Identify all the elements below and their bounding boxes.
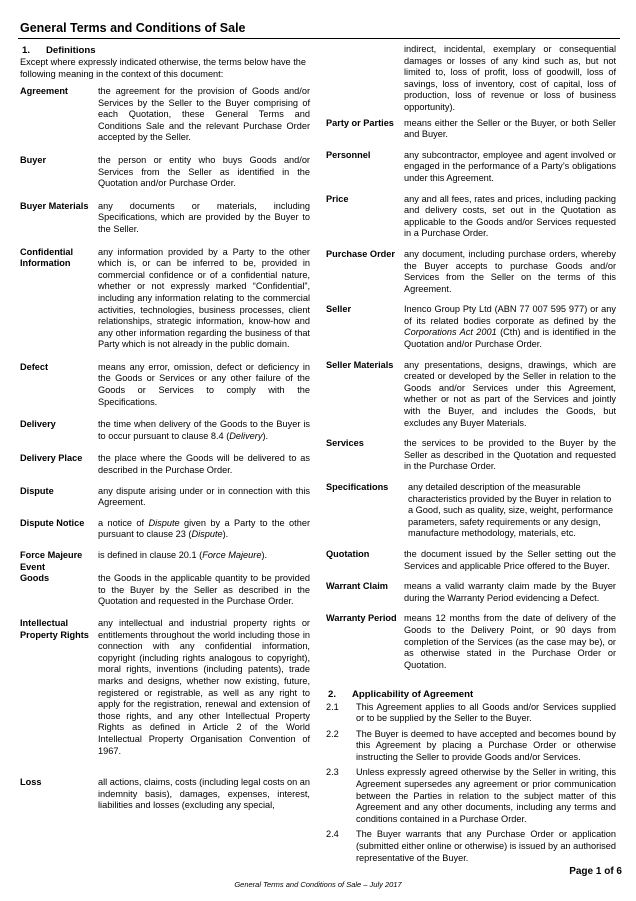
- definition-continuation-row: [326, 44, 616, 114]
- clause-text: Unless expressly agreed otherwise by the Seller in writing, this Agreement supersedes any agreement or prior communication between the Parties in relation to the subject matter of this Agreement and any other documents, including any terms and conditions contained in a Purchase Order.: [356, 767, 616, 824]
- definition-term: Services: [326, 438, 364, 449]
- right-column: [326, 44, 616, 864]
- definition-text: any detailed description of the measurable characteristics provided by the Buyer in relation to a Good, such as quality, size, weight, performance parameters, safety requirements or any design, manufacture methodology, materials, etc.: [408, 482, 614, 539]
- definition-text: the place where the Goods will be delivered to as described in the Purchase Order.: [98, 453, 310, 476]
- section-1-number: 1.: [22, 45, 31, 56]
- definition-row: [20, 551, 310, 608]
- definition-row: [20, 86, 310, 144]
- definition-text: the person or entity who buys Goods and/or Services from the Seller as identified in the Quotation and/or Purchase Order.: [98, 154, 310, 189]
- definition-term: Party or Parties: [326, 117, 394, 128]
- definition-text: is defined in clause 20.1 (Force Majeure).: [98, 550, 268, 561]
- definition-term: Goods: [20, 573, 50, 584]
- loss-definition-continued: indirect, incidental, exemplary or consequential damages or losses of any kind such as, but not limited to, loss of profit, loss of goodwill, loss of savings, loss of inventory, cost of capital, loss of production, loss of revenue or loss of business opportunity).: [404, 44, 616, 112]
- definition-row: [20, 486, 310, 509]
- definition-row: [326, 249, 616, 295]
- definition-text: any document, including purchase orders, whereby the Buyer accepts to purchase Goods and/or Services from the Seller on the terms of this Agreement.: [404, 248, 616, 294]
- definition-text: the time when delivery of the Goods to the Buyer is to occur pursuant to clause 8.4 (Delivery).: [98, 419, 310, 441]
- definition-term: Force Majeure Event: [20, 550, 83, 572]
- definition-term: Dispute: [20, 485, 54, 496]
- definition-row: [20, 618, 310, 757]
- definition-term: Intellectual Property Rights: [20, 617, 89, 640]
- definition-text: any documents or materials, including Specifications, which are provided by the Buyer to the Seller.: [98, 200, 310, 234]
- definition-row: [326, 549, 616, 572]
- definition-text: any information provided by a Party to the other which is, or can be inferred to be, provided in commercial confidence or of a confidential nature, whether or not expressly marked “Confidential”, including any information relating to the commercial activities, technologies, business processes, client relationships, strategic information, know-how and any other information regarding the business of that Party which is not already in the public domain.: [98, 246, 310, 350]
- definition-term: Specifications: [326, 482, 389, 492]
- section-2-title: Applicability of Agreement: [352, 689, 474, 701]
- definition-term: Quotation: [326, 548, 370, 559]
- clause-number: 2.1: [326, 701, 339, 712]
- definition-row: [326, 360, 616, 430]
- definition-term: Loss: [20, 777, 42, 788]
- definition-row: [20, 201, 310, 236]
- definition-row: [326, 118, 616, 141]
- definition-term: Warrant Claim: [326, 581, 388, 592]
- definition-term: Confidential Information: [20, 246, 74, 269]
- definition-text: the document issued by the Seller setting out the Services and applicable Price offered to the Buyer.: [404, 548, 616, 571]
- clause-text: This Agreement applies to all Goods and/or Services supplied or to be supplied by the Seller to the Buyer.: [356, 701, 616, 724]
- section-1-heading: [20, 45, 310, 56]
- definition-term: Personnel: [326, 149, 371, 160]
- page-footer: General Terms and Conditions of Sale – July 2017: [234, 880, 402, 889]
- definition-term: Seller Materials: [326, 359, 394, 370]
- definition-row: [326, 150, 616, 185]
- definition-row: [20, 453, 310, 476]
- definition-term: Dispute Notice: [20, 517, 85, 528]
- title-rule: [18, 38, 620, 39]
- clause-number: 2.4: [326, 829, 339, 840]
- definition-row: [20, 362, 310, 408]
- definition-term: Price: [326, 193, 349, 204]
- clause-row: [326, 702, 616, 725]
- definition-row: [326, 194, 616, 240]
- section-2-heading: [326, 689, 616, 700]
- left-column: [20, 45, 310, 812]
- page-number: Page 1 of 6: [569, 866, 622, 877]
- section-1-title: Definitions: [46, 45, 96, 56]
- definition-term: Warranty Period: [326, 613, 397, 624]
- definition-row: [20, 518, 310, 541]
- definition-term: Agreement: [20, 86, 68, 97]
- definition-row: [326, 581, 616, 604]
- definition-text: all actions, claims, costs (including legal costs on an indemnity basis), damages, expenses, interest, liabilities and losses (excluding any special,: [98, 777, 310, 811]
- definition-row: [20, 777, 310, 812]
- definition-term: Buyer: [20, 154, 47, 165]
- clause-row: [326, 729, 616, 764]
- definition-text: means any error, omission, defect or deficiency in the Goods or Services or any other failure of the Goods or Services to comply with the Specifications.: [98, 361, 310, 407]
- page-title: General Terms and Conditions of Sale: [20, 21, 246, 35]
- definition-row: [20, 419, 310, 442]
- clause-number: 2.3: [326, 767, 339, 778]
- definition-text: any subcontractor, employee and agent involved or engaged in the performance of a Party’s obligations under this Agreement.: [404, 149, 616, 183]
- clause-text: The Buyer warrants that any Purchase Order or application (submitted either online or otherwise) is issued by an authorised representative of the Buyer.: [356, 829, 616, 863]
- definition-text: the services to be provided to the Buyer by the Seller as described in the Quotation and requested in the Purchase Order.: [404, 438, 616, 472]
- definition-text: means 12 months from the date of delivery of the Goods to the Delivery Point, or 90 days from completion of the Services (as the case may be), or as otherwise stated in the Purchase Order or Quotation.: [404, 613, 616, 670]
- clause-number: 2.2: [326, 728, 339, 739]
- definition-term: Defect: [20, 361, 49, 372]
- definition-text: any intellectual and industrial property rights or entitlements throughout the world including those in connection with any confidential information, copyright (including rights analogous to copyright), moral rights, inventions (including patents), trade marks and designs, whether now existing, future, registered or registrable, as well as any right to apply for the registration, renewal and extension of those rights, and any other Intellectual Property Rights as defined in Article 2 of the World Intellectual Property Organisation Convention of 1967.: [98, 617, 310, 756]
- definitions-intro: Except where expressly indicated otherwise, the terms below have the following meaning in the context of this document:: [20, 57, 306, 79]
- definition-text: means a valid warranty claim made by the Buyer during the Warranty Period evidencing a Defect.: [404, 581, 616, 603]
- definition-term: Delivery: [20, 419, 56, 430]
- definition-text: the agreement for the provision of Goods and/or Services by the Seller to the Buyer comprising of each Quotation, these General Terms and Conditions Sale and the relevant Purchase Order accepted by the Seller.: [98, 86, 310, 143]
- section-2-number: 2.: [328, 689, 337, 701]
- definition-term: Delivery Place: [20, 453, 83, 464]
- definition-text: means either the Seller or the Buyer, or both Seller and Buyer.: [404, 117, 616, 140]
- definition-term: Seller: [326, 304, 352, 315]
- definition-term: Purchase Order: [326, 248, 395, 259]
- seller-definition-text: Inenco Group Pty Ltd (ABN 77 007 595 977) or any of its related bodies corporate as defined by the Corporations Act 2001 (Cth) and is identified in the Quotation and/or Purchase Order.: [404, 304, 617, 350]
- definition-row: [326, 304, 616, 350]
- definition-row: [20, 247, 310, 351]
- definition-row: [326, 613, 616, 671]
- definition-text: the Goods in the applicable quantity to be provided to the Buyer by the Seller as described in the Quotation and requested in the Purchase Order.: [98, 573, 310, 607]
- definition-row: [326, 438, 616, 473]
- definition-text: any presentations, designs, drawings, which are created or developed by the Seller in relation to the Goods and/or Services under this Agreement, whether or not as part of the Services and jointly with the Buyer, and includes the Goods, but excludes any Buyer Materials.: [404, 359, 616, 428]
- definition-text: any dispute arising under or in connection with this Agreement.: [98, 485, 310, 508]
- clause-row: [326, 829, 616, 864]
- definition-row: [326, 482, 616, 540]
- definition-text: any and all fees, rates and prices, including packing and delivery costs, set out in the Quotation as applicable to the Goods and/or Services requested in a Purchase Order.: [404, 193, 616, 239]
- definition-text: a notice of Dispute given by a Party to the other pursuant to clause 23 (Dispute).: [98, 517, 310, 540]
- definition-row: [20, 155, 310, 190]
- definition-term: Buyer Materials: [20, 200, 89, 211]
- clause-text: The Buyer is deemed to have accepted and becomes bound by this Agreement by placing a Purchase Order or otherwise instructing the Seller to provide Goods and/or Services.: [356, 728, 616, 762]
- definition-text: [404, 304, 616, 350]
- clause-row: [326, 767, 616, 825]
